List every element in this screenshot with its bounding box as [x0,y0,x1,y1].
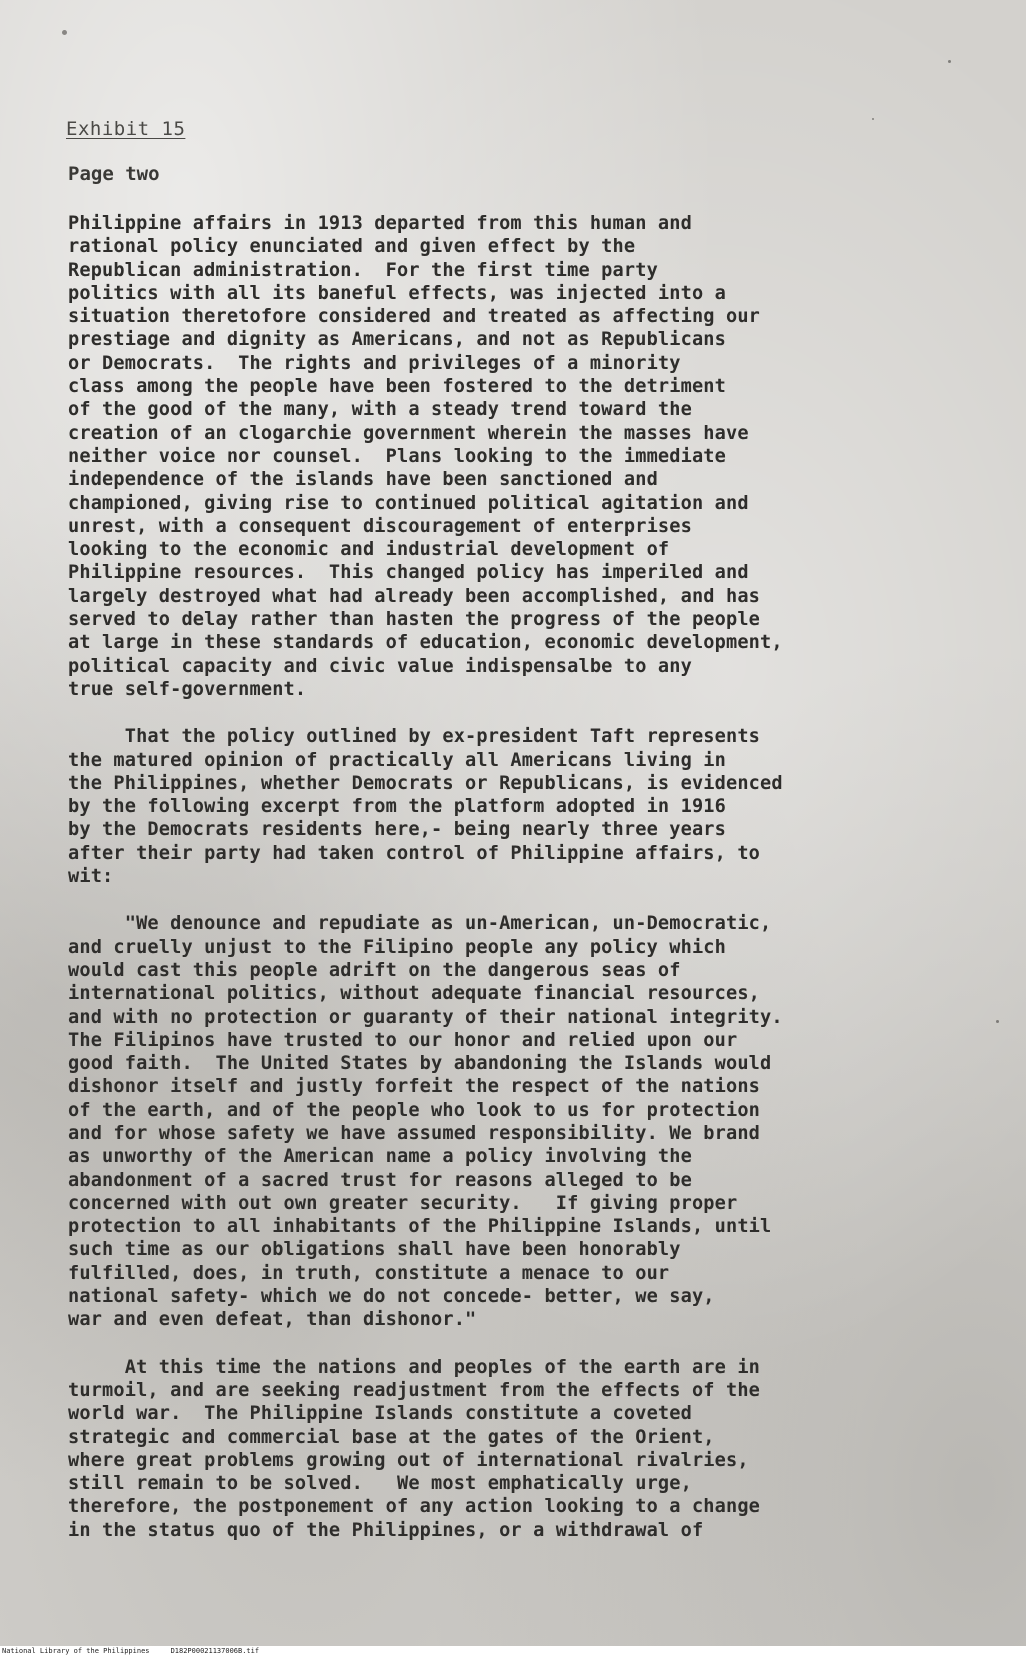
text-line: neither voice nor counsel. Plans looking to the immediate [68,445,726,467]
text-line: abandonment of a sacred trust for reasons alleged to be [68,1169,692,1191]
platform-quotation [68,912,968,1331]
text-line: protection to all inhabitants of the Philippine Islands, until [68,1216,772,1238]
text-line: by the Democrats residents here,- being nearly three years [68,819,726,841]
text-line: good faith. The United States by abandoning the Islands would [68,1053,772,1075]
text-line: political capacity and civic value indispensalbe to any [68,655,692,677]
text-line: championed, giving rise to continued political agitation and [68,492,749,514]
text-line: unrest, with a consequent discouragement of enterprises [68,515,692,537]
text-line: would cast this people adrift on the dangerous seas of [68,959,681,981]
text-line: such time as our obligations shall have been honorably [68,1239,681,1261]
text-line: situation theretofore considered and treated as affecting our [68,306,761,328]
paragraph-gap [68,701,968,725]
text-line: the matured opinion of practically all Americans living in [68,749,726,771]
exhibit-label: Exhibit 15 [66,118,186,140]
text-line: or Democrats. The rights and privileges of a minority [68,352,681,374]
text-line: international politics, without adequate financial resources, [68,983,761,1005]
text-line: true self-government. [68,678,307,700]
ink-speck [996,1020,999,1023]
text-line: fulfilled, does, in truth, constitute a menace to our [68,1262,670,1284]
text-line: politics with all its baneful effects, was injected into a [68,282,726,304]
text-line: of the earth, and of the people who look to us for protection [68,1099,761,1121]
text-line: as unworthy of the American name a policy involving the [68,1146,692,1168]
text-line: prestiage and dignity as Americans, and not as Republicans [68,329,726,351]
text-line: independence of the islands have been sanctioned and [68,469,658,491]
text-line: Republican administration. For the first time party [68,259,658,281]
text-line: creation of an clogarchie government wherein the masses have [68,422,749,444]
paragraph-gap [68,888,968,912]
text-line: and cruelly unjust to the Filipino people any policy which [68,936,726,958]
paragraph-2 [68,725,968,888]
text-line: at large in these standards of education, economic development, [68,632,783,654]
text-line: wit: [68,866,114,888]
text-line: rational policy enunciated and given effect by the [68,236,636,258]
text-line: At this time the nations and peoples of the earth are in [68,1356,761,1378]
letter-body [68,212,968,1542]
text-line: in the status quo of the Philippines, or a withdrawal of [68,1519,704,1541]
text-line: and for whose safety we have assumed responsibility. We brand [68,1122,761,1144]
text-line: strategic and commercial base at the gates of the Orient, [68,1426,715,1448]
text-line: the Philippines, whether Democrats or Republicans, is evidenced [68,772,783,794]
text-line: dishonor itself and justly forfeit the respect of the nations [68,1076,761,1098]
text-line: served to delay rather than hasten the progress of the people [68,609,761,631]
text-line: largely destroyed what had already been accomplished, and has [68,585,761,607]
text-line: Philippine affairs in 1913 departed from this human and [68,213,692,234]
text-line: class among the people have been fostered to the detriment [68,376,726,398]
ink-speck [872,118,874,120]
text-line: turmoil, and are seeking readjustment from the effects of the [68,1379,761,1401]
text-line: after their party had taken control of Philippine affairs, to [68,842,761,864]
text-line: of the good of the many, with a steady trend toward the [68,399,692,421]
text-line: The Filipinos have trusted to our honor and relied upon our [68,1029,738,1051]
paragraph-gap [68,1332,968,1356]
paragraph-1 [68,212,968,701]
page-label: Page two [68,163,160,185]
text-line: Philippine resources. This changed policy has imperiled and [68,562,749,584]
text-line: war and even defeat, than dishonor." [68,1309,477,1331]
text-line: national safety- which we do not concede- better, we say, [68,1286,715,1308]
ink-speck [948,60,951,63]
text-line: still remain to be solved. We most emphatically urge, [68,1473,692,1495]
text-line: "We denounce and repudiate as un-American, un-Democratic, [68,913,772,935]
scan-source-caption: National Library of the Philippines D182P00021137006B.tif [2,1647,260,1655]
text-line: looking to the economic and industrial development of [68,539,670,561]
text-line: where great problems growing out of international rivalries, [68,1449,749,1471]
paragraph-4 [68,1356,968,1542]
text-line: therefore, the postponement of any action looking to a change [68,1496,761,1518]
ink-speck [62,30,67,35]
text-line: That the policy outlined by ex-president Taft represents [68,726,761,748]
text-line: concerned with out own greater security. If giving proper [68,1192,738,1214]
text-line: world war. The Philippine Islands constitute a coveted [68,1403,692,1425]
text-line: by the following excerpt from the platform adopted in 1916 [68,796,726,818]
text-line: and with no protection or guaranty of their national integrity. [68,1006,783,1028]
